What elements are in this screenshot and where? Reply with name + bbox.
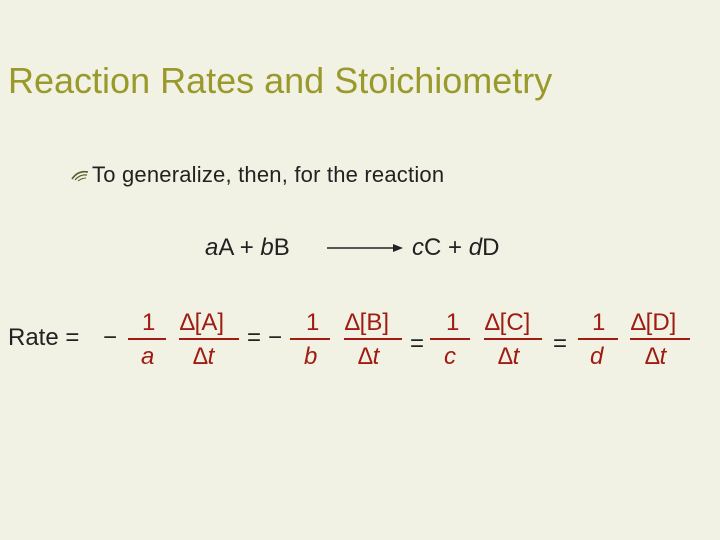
coefficient-c: c [412,234,424,261]
right-arrow-icon [327,238,405,258]
bullet-item [70,162,444,188]
rate-label: Rate = [8,324,80,351]
term-1-fraction-bar [128,338,166,340]
term-1-delta-numerator: ∆[A] [180,309,225,336]
term-4-delta-denominator: ∆t [645,343,667,370]
slide-title: Reaction Rates and Stoichiometry [8,60,553,101]
coefficient-b: b [260,234,274,261]
term-2-sign: − [268,324,283,351]
term-4-fraction-bar [578,338,618,340]
bullet-text: To generalize, then, for the reaction [92,162,445,187]
species-a: A [218,234,234,261]
term-4-delta-bar [630,338,690,340]
term-3-delta-numerator: ∆[C] [485,309,531,336]
term-2-delta-numerator: ∆[B] [345,309,390,336]
term-2-denominator: b [304,343,318,370]
term-4-numerator: 1 [592,309,606,336]
term-1-denominator: a [141,343,155,370]
term-1-numerator: 1 [142,309,156,336]
equals-3: = [553,330,568,357]
term-1-delta-denominator: ∆t [193,343,215,370]
term-3-delta-denominator: ∆t [498,343,520,370]
term-3-delta-bar [484,338,542,340]
coefficient-d: d [468,234,483,261]
term-4-delta-numerator: ∆[D] [631,309,677,336]
term-3-denominator: c [444,343,456,370]
term-2-delta-denominator: ∆t [358,343,380,370]
term-3-fraction-bar [430,338,470,340]
term-4-denominator: d [590,343,604,370]
plus-sign: + [239,234,254,261]
coefficient-a: a [205,234,219,261]
term-1-delta-bar [179,338,239,340]
species-b: B [273,234,290,261]
equals-1: = [247,324,262,351]
term-1-sign: − [103,324,118,351]
species-d: D [482,234,500,261]
term-2-numerator: 1 [306,309,320,336]
equals-2: = [410,330,425,357]
plus-sign: + [448,234,463,261]
bullet-icon [70,168,90,182]
reaction-reactants [205,234,290,262]
term-3-numerator: 1 [446,309,460,336]
term-2-delta-bar [344,338,402,340]
reaction-products [412,234,499,262]
term-2-fraction-bar [290,338,330,340]
species-c: C [424,234,442,261]
